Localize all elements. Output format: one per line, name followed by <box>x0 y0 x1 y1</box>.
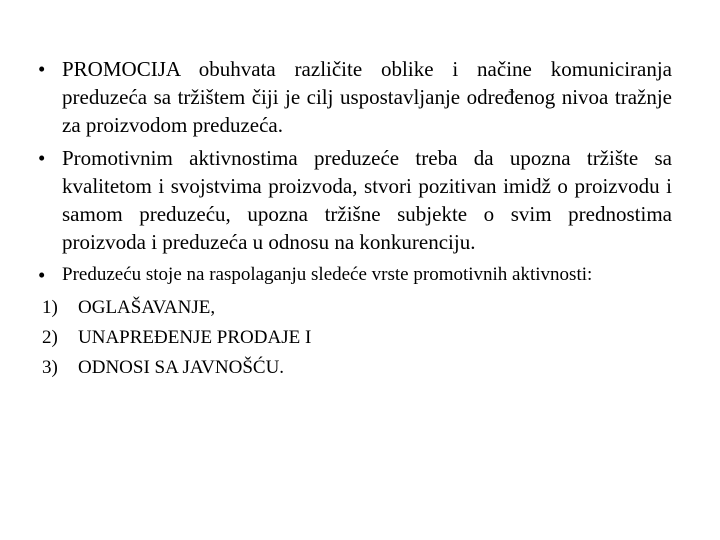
bullet-item <box>38 261 672 289</box>
list-number: 3) <box>42 357 58 378</box>
slide-content <box>38 55 672 383</box>
bullet-marker: • <box>38 146 46 170</box>
bullet-item <box>38 55 672 139</box>
bullet-text: Preduzeću stoje na raspolaganju sledeće vrste promotivnih aktivnosti: <box>62 264 593 285</box>
bullet-marker: • <box>38 57 46 81</box>
bullet-item <box>38 144 672 256</box>
list-number: 2) <box>42 327 58 348</box>
list-item-text: UNAPREĐENJE PRODAJE I <box>78 327 312 348</box>
bullet-marker: • <box>38 263 46 287</box>
numbered-list <box>38 293 672 383</box>
list-item <box>38 353 672 383</box>
list-number: 1) <box>42 297 58 318</box>
list-item-text: OGLAŠAVANJE, <box>78 297 216 318</box>
list-item-text: ODNOSI SA JAVNOŠĆU. <box>78 357 285 378</box>
list-item <box>38 323 672 353</box>
bullet-text: PROMOCIJA obuhvata različite oblike i načine komuniciranja preduzeća sa tržištem čiji je cilj uspostavljanje određenog nivoa tražnje za proizvodom preduzeća. <box>62 57 672 137</box>
list-item <box>38 293 672 323</box>
bullet-text: Promotivnim aktivnostima preduzeće treba da upozna tržište sa kvalitetom i svojstvima proizvoda, stvori pozitivan imidž o proizvodu i samom preduzeću, upozna tržišne subjekte o svim prednostima proizvoda i preduzeća u odnosu na konkurenciju. <box>62 146 672 254</box>
